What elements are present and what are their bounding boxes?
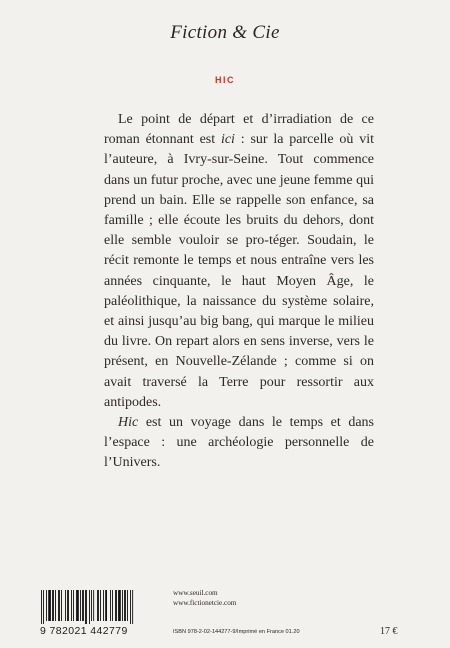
barcode-bar [89,590,90,624]
barcode-bar [82,590,84,621]
barcode-bar [132,590,133,624]
barcode-bar [80,590,81,621]
blurb-text: Le point de départ et d’irradiation de ce roman étonnant est [104,112,374,148]
blurb-text: est un voyage dans le temps et dans l’espace : une archéologie personnelle de l’Univers. [104,415,374,471]
blurb-paragraph-2 [104,413,374,474]
barcode-digits: 9 782021 442779 [40,625,128,637]
blurb-paragraph-1 [104,110,374,413]
barcode-bar [97,590,99,621]
barcode-bar [93,590,94,621]
barcode-bar [73,590,74,621]
price: 17 € [380,626,398,637]
barcode-bar [48,590,51,621]
blurb-emphasis: ici [220,132,235,148]
barcode-bar [100,590,101,621]
barcode-bar [115,590,117,621]
barcode-bar [46,590,47,621]
barcode-bar [91,590,92,621]
barcode-bar [61,590,62,621]
back-cover-blurb [104,110,374,474]
book-title: HIC [215,75,235,85]
barcode-bar [118,590,121,621]
barcode [40,590,158,624]
barcode-bar [103,590,104,621]
barcode-bar [52,590,54,621]
barcode-bar [76,590,79,621]
barcode-bar [43,590,44,624]
barcode-bar [71,590,72,621]
website-link: www.fictionetcie.com [173,599,237,607]
barcode-bar [127,590,128,621]
barcode-bar [122,590,123,621]
isbn-line: ISBN 978-2-02-144277-9/Imprimé en France 01.20 [173,629,300,635]
barcode-bar [112,590,113,621]
barcode-bar [110,590,111,621]
barcode-bar [130,590,131,624]
blurb-emphasis: Hic [118,415,139,431]
websites [173,588,236,608]
barcode-bar [55,590,56,621]
series-title: Fiction & Cie [170,22,280,43]
barcode-bar [85,590,87,624]
barcode-bar [124,590,126,621]
barcode-bar [67,590,69,621]
barcode-bar [41,590,42,624]
barcode-bar [58,590,60,621]
blurb-text: : sur la parcelle où vit l’auteure, à Ivry-sur-Seine. Tout commence dans un futur proche, avec une jeune femme qui prend un bain. Elle se rappelle son enfance, sa famille ; elle écoute les bruits du dehors, dont elle semble vouloir se pro-téger. Soudain, le récit remonte le temps et nous entraîne vers les années cinquante, le haut Moyen Âge, le paléolithique, la naissance du système solaire, et ainsi jusqu’au big bang, qui marque le milieu du livre. On repart alors en sens inverse, vers le présent, en Nouvelle-Zélande ; comme si on avait traversé la Terre pour ressortir aux antipodes. [104,132,374,410]
barcode-bar [65,590,66,621]
barcode-bar [105,590,107,621]
website-link: www.seuil.com [173,589,218,597]
